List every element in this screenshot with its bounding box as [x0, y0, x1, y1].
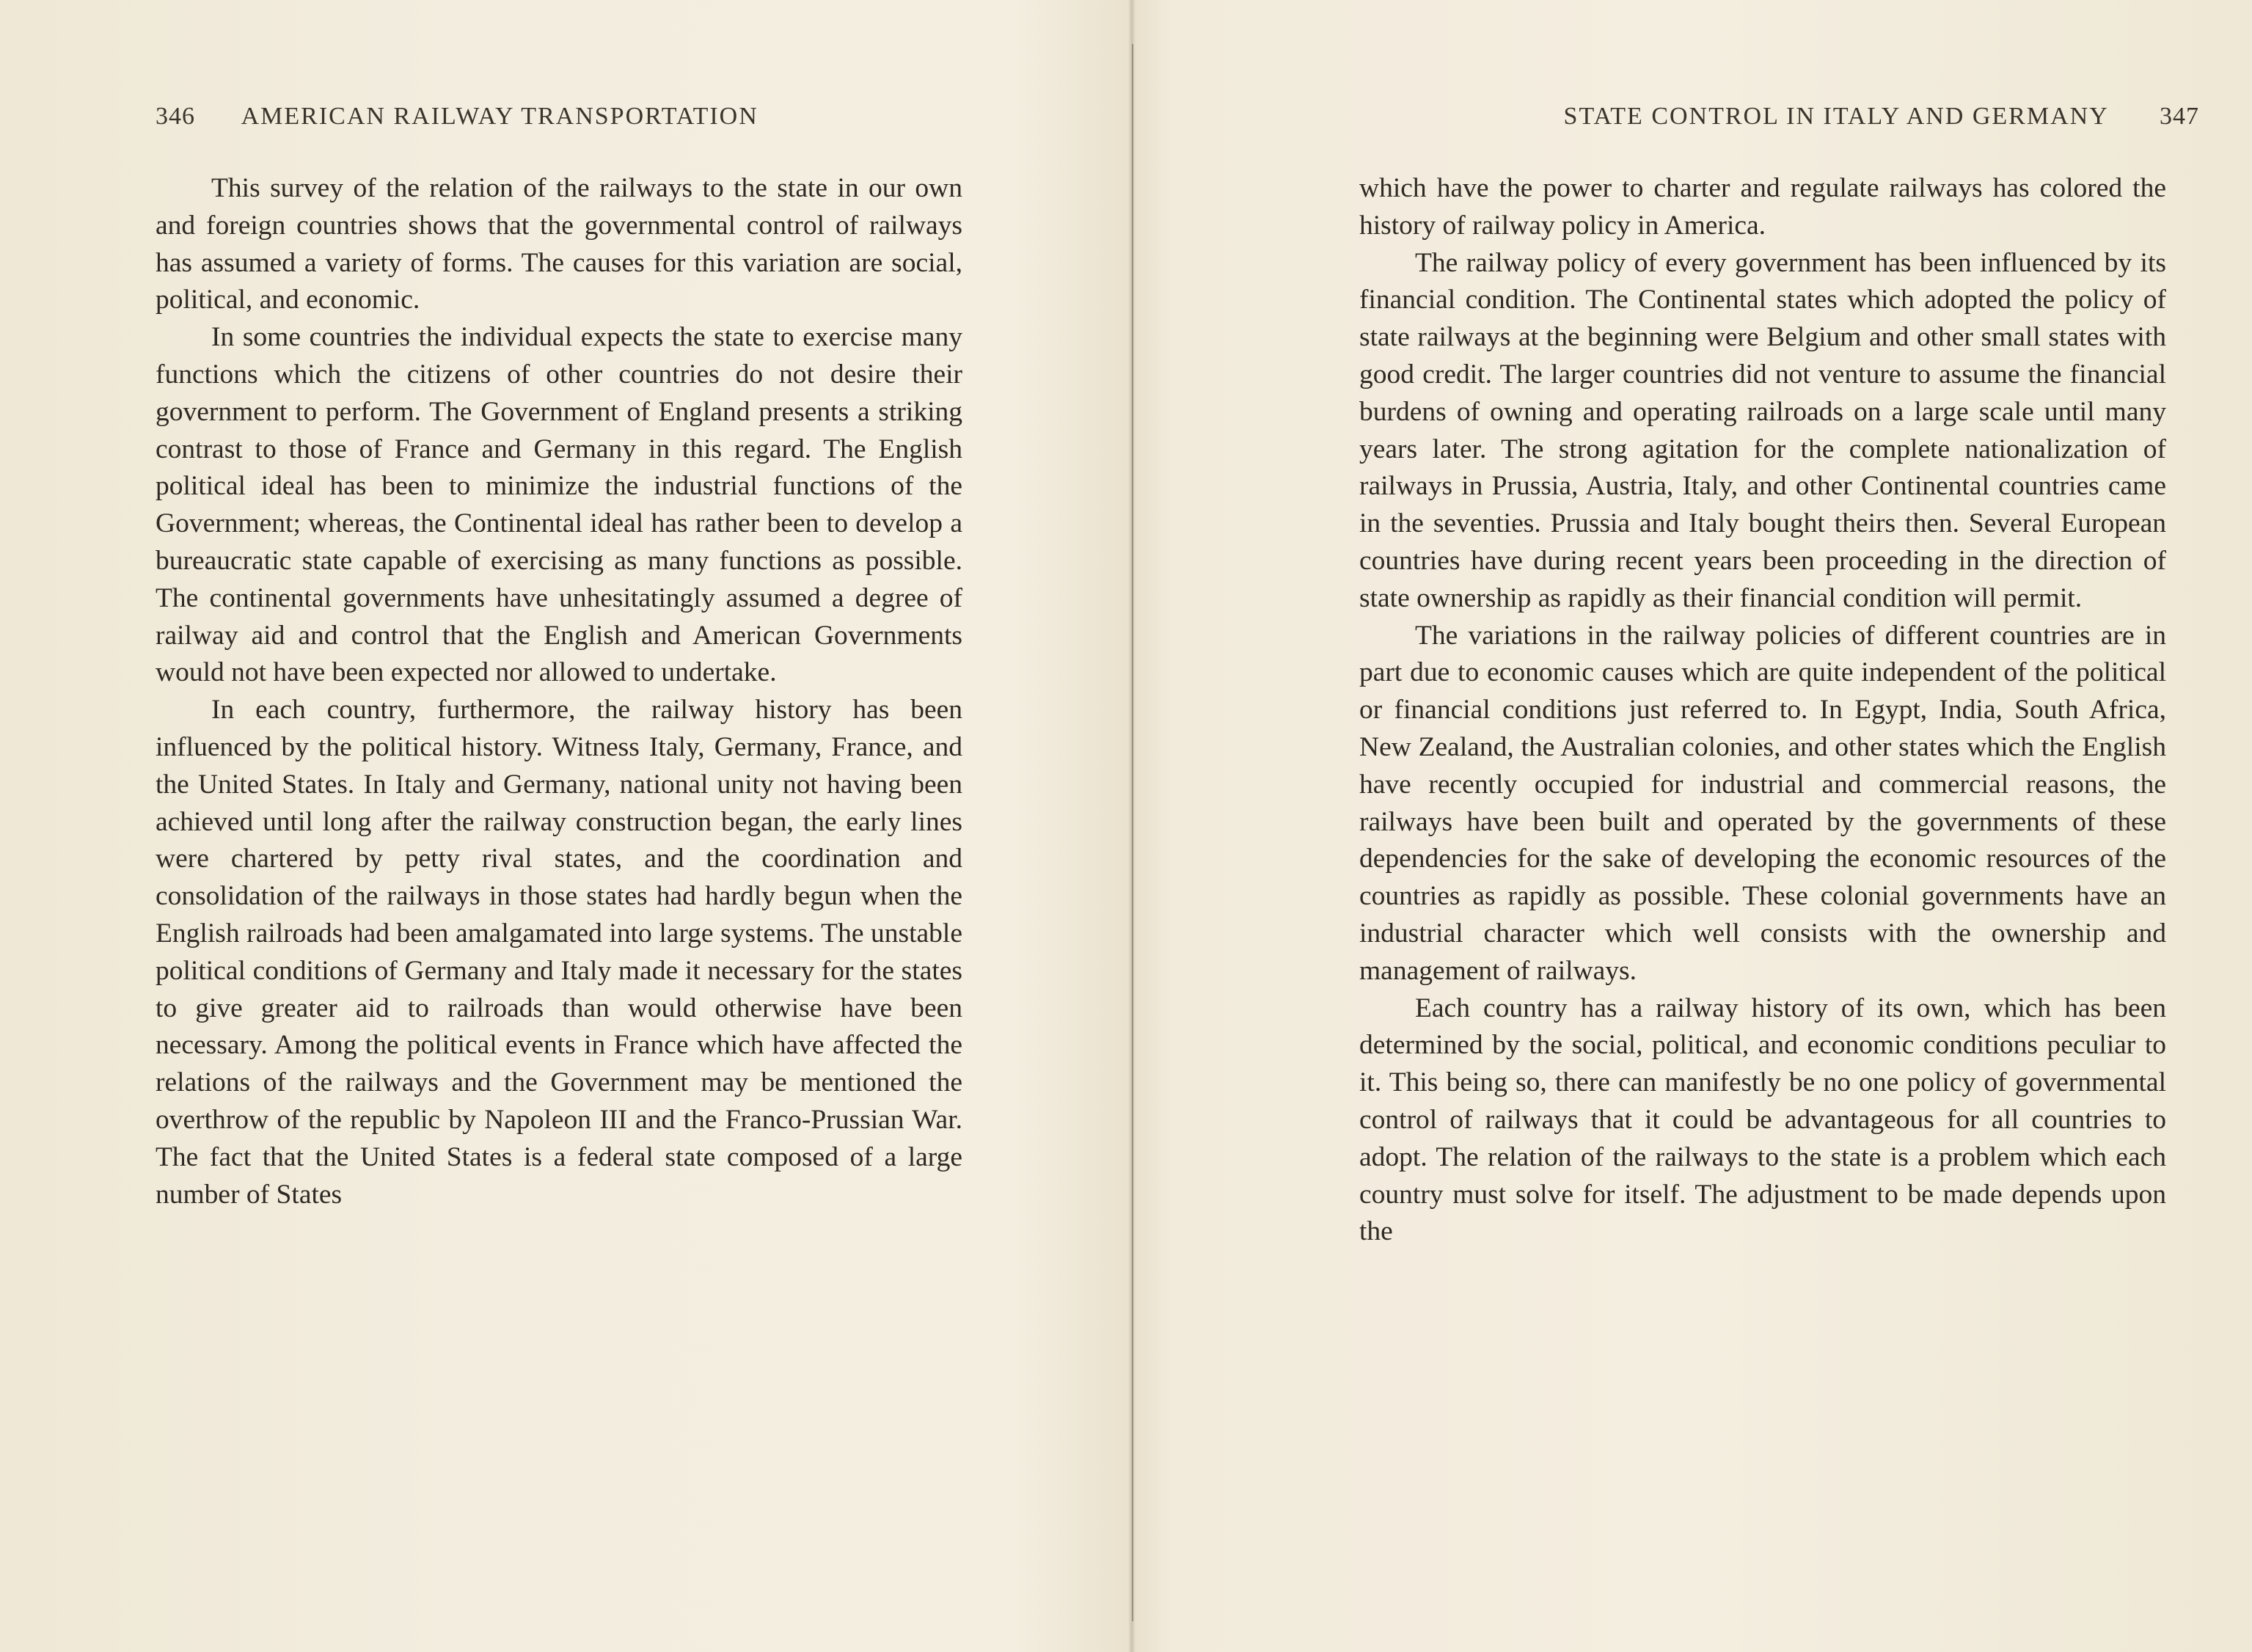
left-body-text — [156, 170, 962, 1213]
left-running-head — [156, 103, 962, 131]
left-paragraph-1: This survey of the relation of the railways to the state in our own and foreign countries shows that the governmental control of railways has assumed a variety of forms. The causes for this variation are social, political, and economic. — [156, 173, 962, 315]
right-body-text — [1359, 170, 2166, 1251]
right-paragraph-1: The railway policy of every government has been influenced by its financial condition. The Continental states which adopted the policy of state railways at the beginning were Belgium and other small states with good credit. The larger countries did not venture to assume the financial burdens of owning and operating railroads on a large scale until many years later. The strong agitation for the complete nationalization of railways in Prussia, Austria, Italy, and other Continental countries came in the seventies. Prussia and Italy bought theirs then. Several European countries have during recent years been proceeding in the direction of state ownership as rapidly as their financial condition will permit. — [1359, 247, 2166, 613]
left-paragraph-2: In some countries the individual expects the state to exercise many functions which the citizens of other countries do not desire their government to perform. The Government of England presents a striking contrast to those of France and Germany in this regard. The English political ideal has been to minimize the industrial functions of the Government; whereas, the Continental ideal has rather been to develop a bureaucratic state capable of exercising as many functions as possible. The continental governments have unhesitatingly assumed a degree of railway aid and control that the English and American Governments would not have been expected nor allowed to undertake. — [156, 322, 962, 688]
right-page-number: 347 — [2160, 103, 2199, 130]
right-running-title: STATE CONTROL IN ITALY AND GERMANY — [1563, 103, 2108, 130]
right-continuation-paragraph: which have the power to charter and regulate railways has colored the history of railway policy in America. — [1359, 173, 2166, 241]
right-paragraph-3: Each country has a railway history of its own, which has been determined by the social, political, and economic conditions peculiar to it. This being so, there can manifestly be no one policy of governmental control of railways that it could be advantageous for all countries to adopt. The relation of the railways to the state is a problem which each country must solve for itself. The adjustment to be made depends upon the — [1359, 993, 2166, 1247]
right-paragraph-2: The variations in the railway policies of different countries are in part due to economic causes which are quite independent of the political or financial conditions just referred to. In Egypt, India, South Africa, New Zealand, the Australian colonies, and other states which the English have recently occupied for industrial and commercial reasons, the railways have been built and operated by the governments of these dependencies for the sake of developing the economic resources of the countries as rapidly as possible. These colonial governments have an industrial character which well consists with the ownership and management of railways. — [1359, 620, 2166, 986]
right-page — [1133, 0, 2252, 1652]
left-running-title: AMERICAN RAILWAY TRANSPORTATION — [241, 103, 758, 130]
right-running-head — [1392, 103, 2199, 131]
left-paragraph-3: In each country, furthermore, the railway history has been influenced by the political history. Witness Italy, Germany, France, and the United States. In Italy and Germany, national unity not having been achieved until long after the railway construction began, the early lines were chartered by petty rival states, and the coordination and consolidation of the railways in those states had hardly begun when the English railroads had been amalgamated into large systems. The unstable political conditions of Germany and Italy made it necessary for the states to give greater aid to railroads than would otherwise have been necessary. Among the political events in France which have affected the relations of the railways and the Government may be mentioned the overthrow of the republic by Napoleon III and the Franco-Prussian War. The fact that the United States is a federal state composed of a large number of States — [156, 695, 962, 1210]
left-page-number: 346 — [156, 103, 195, 130]
